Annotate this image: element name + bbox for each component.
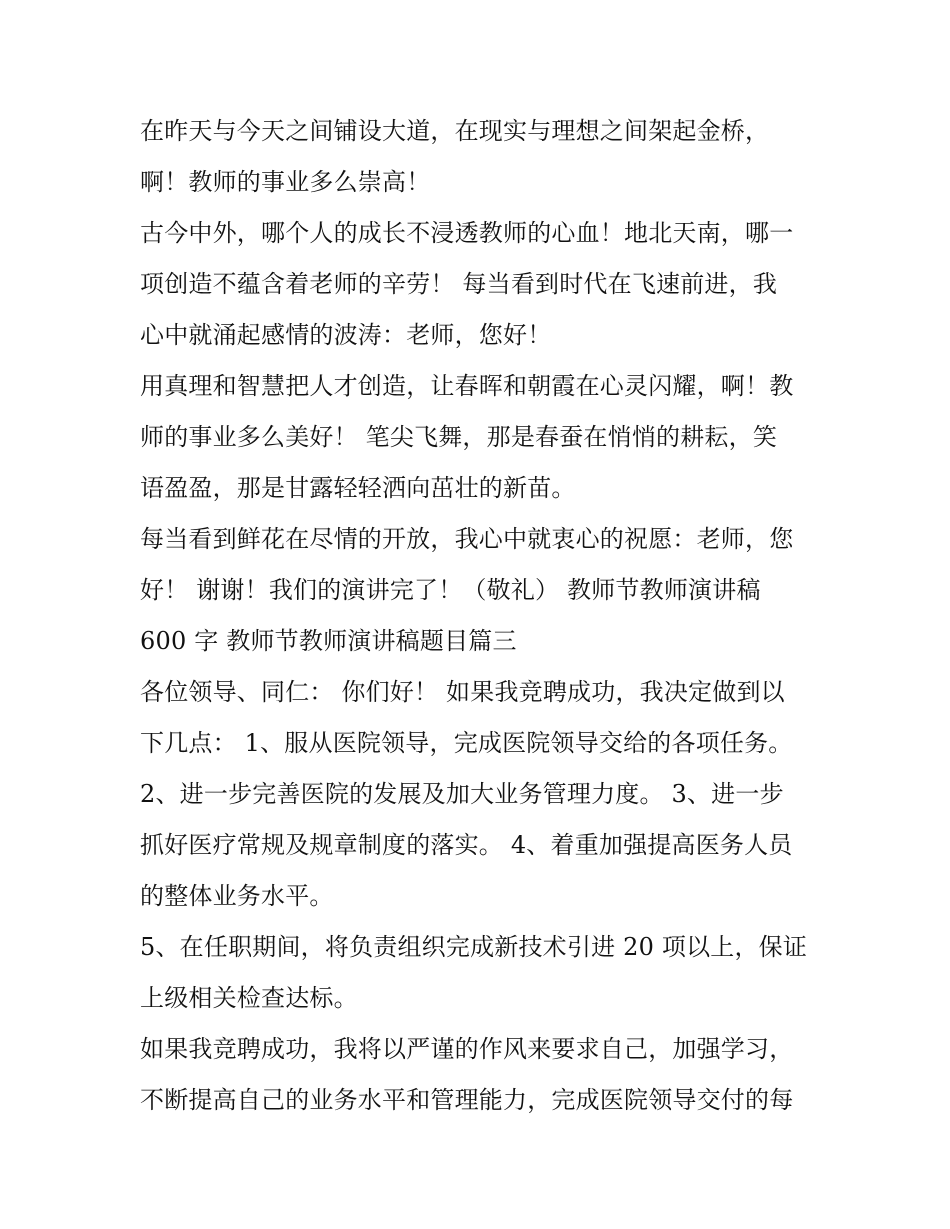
text-line: 每当看到鲜花在尽情的开放，我心中就衷心的祝愿：老师，您 — [140, 525, 794, 553]
text-line: 古今中外，哪个人的成长不浸透教师的心血！地北天南，哪一 — [140, 219, 794, 247]
text-line: 用真理和智慧把人才创造，让春晖和朝霞在心灵闪耀，啊！教 — [140, 372, 794, 400]
text-line: 好！ 谢谢！我们的演讲完了！（敬礼） 教师节教师演讲稿 — [140, 576, 761, 604]
text-line: 语盈盈，那是甘露轻轻洒向茁壮的新苗。 — [140, 474, 576, 502]
text-line: 600 字 教师节教师演讲稿题目篇三 — [140, 627, 517, 655]
document-body — [140, 106, 820, 1126]
text-line: 2、进一步完善医院的发展及加大业务管理力度。 3、进一步 — [140, 780, 784, 808]
text-line: 的整体业务水平。 — [140, 882, 334, 910]
text-line: 5、在任职期间，将负责组织完成新技术引进 20 项以上，保证 — [140, 933, 808, 961]
text-line: 在昨天与今天之间铺设大道，在现实与理想之间架起金桥， — [140, 117, 770, 145]
text-line: 抓好医疗常规及规章制度的落实。 4、着重加强提高医务人员 — [140, 831, 793, 859]
text-line: 师的事业多么美好！ 笔尖飞舞，那是春蚕在悄悄的耕耘，笑 — [140, 423, 778, 451]
text-line: 不断提高自己的业务水平和管理能力，完成医院领导交付的每 — [140, 1086, 794, 1114]
text-line: 上级相关检查达标。 — [140, 984, 358, 1012]
text-line: 下几点： 1、服从医院领导，完成医院领导交给的各项任务。 — [140, 729, 793, 757]
text-line: 各位领导、同仁： 你们好！ 如果我竞聘成功，我决定做到以 — [140, 678, 785, 706]
text-line: 啊！教师的事业多么崇高！ — [140, 168, 431, 196]
text-line: 如果我竞聘成功，我将以严谨的作风来要求自己，加强学习， — [140, 1035, 794, 1063]
text-line: 心中就涌起感情的波涛：老师，您好！ — [140, 321, 552, 349]
text-line: 项创造不蕴含着老师的辛劳！ 每当看到时代在飞速前进，我 — [140, 270, 778, 298]
